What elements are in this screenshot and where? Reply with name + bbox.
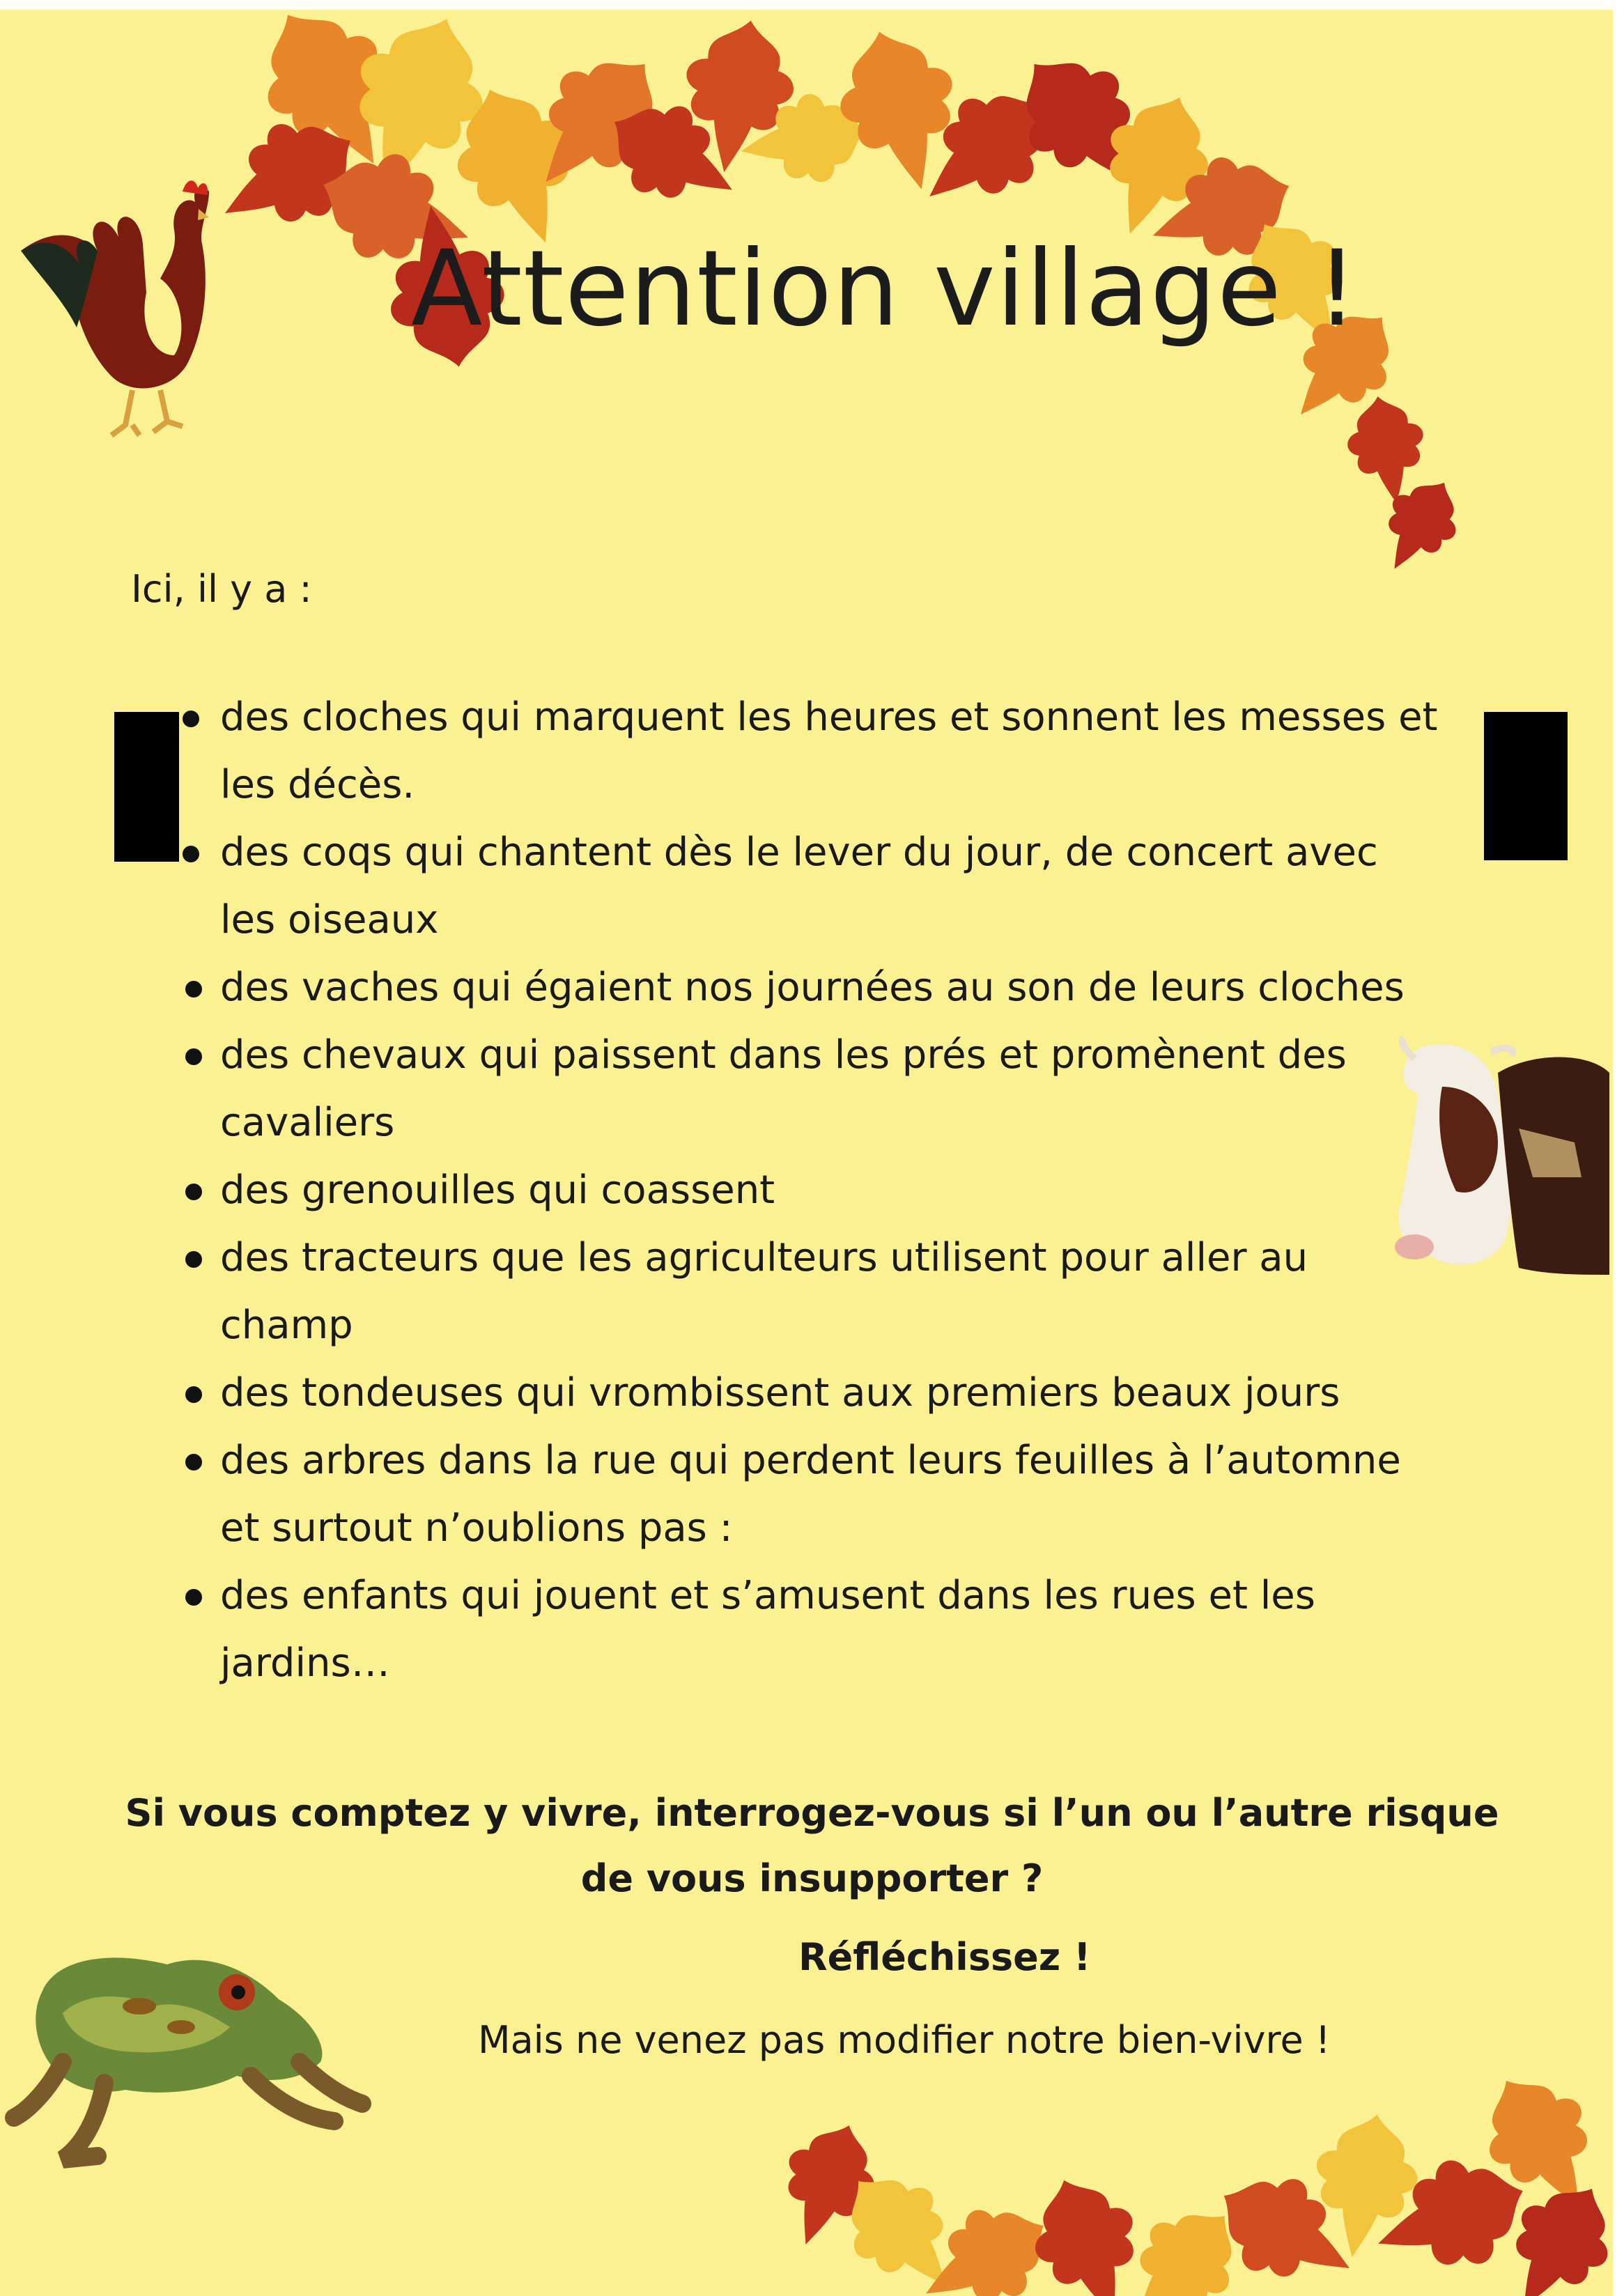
list-item-line: les oiseaux xyxy=(220,897,439,943)
bullet-dot xyxy=(185,981,202,998)
list-item-line: des coqs qui chantent dès le lever du jour, de concert avec xyxy=(220,830,1378,875)
list-item-line: jardins… xyxy=(220,1640,390,1686)
bullet-dot xyxy=(185,1454,202,1471)
bullet-dot xyxy=(185,1251,202,1268)
reflect-text: Réfléchissez ! xyxy=(798,1935,1091,1979)
list-item-line: les décès. xyxy=(220,762,415,807)
bullet-dot xyxy=(185,1589,202,1606)
intro-text: Ici, il y a : xyxy=(131,567,312,611)
list-item-line: et surtout n’oublions pas : xyxy=(220,1505,733,1551)
list-item-line: des vaches qui égaient nos journées au son de leurs cloches xyxy=(220,965,1405,1010)
autumn-leaves-garland-bottom xyxy=(764,2055,1624,2296)
frog-icon xyxy=(14,1957,362,2159)
list-item-line: des grenouilles qui coassent xyxy=(220,1168,775,1213)
bullet-dot xyxy=(185,1048,202,1065)
redaction-bar-right xyxy=(1484,712,1568,860)
list-item-line: des cloches qui marquent les heures et sonnent les messes et xyxy=(220,695,1438,740)
rooster-icon xyxy=(21,180,209,435)
question-text: Si vous comptez y vivre, interrogez-vous si l’un ou l’autre risque de vous insupporter ? xyxy=(125,1791,1499,1900)
list-item-line: des tracteurs que les agriculteurs utilisent pour aller au xyxy=(220,1235,1308,1280)
list-item-line: champ xyxy=(220,1303,353,1348)
bullet-dot xyxy=(185,1184,202,1200)
bullet-dot xyxy=(183,711,199,727)
bullet-dot xyxy=(185,1386,202,1403)
cow-icon xyxy=(1395,1038,1609,1275)
list-item-line: des tondeuses qui vrombissent aux premiers beaux jours xyxy=(220,1370,1340,1415)
closing-text: Mais ne venez pas modifier notre bien-vivre ! xyxy=(478,2018,1331,2062)
redaction-bar-left xyxy=(114,712,179,862)
list-item-line: des arbres dans la rue qui perdent leurs feuilles à l’automne xyxy=(220,1438,1401,1483)
bullet-dot xyxy=(183,846,199,862)
list-item-line: des chevaux qui paissent dans les prés et promènent des xyxy=(220,1032,1347,1078)
list-item-line: des enfants qui jouent et s’amusent dans les rues et les xyxy=(220,1573,1315,1618)
list-item-line: cavaliers xyxy=(220,1100,395,1145)
page-title: Attention village ! xyxy=(411,228,1359,350)
